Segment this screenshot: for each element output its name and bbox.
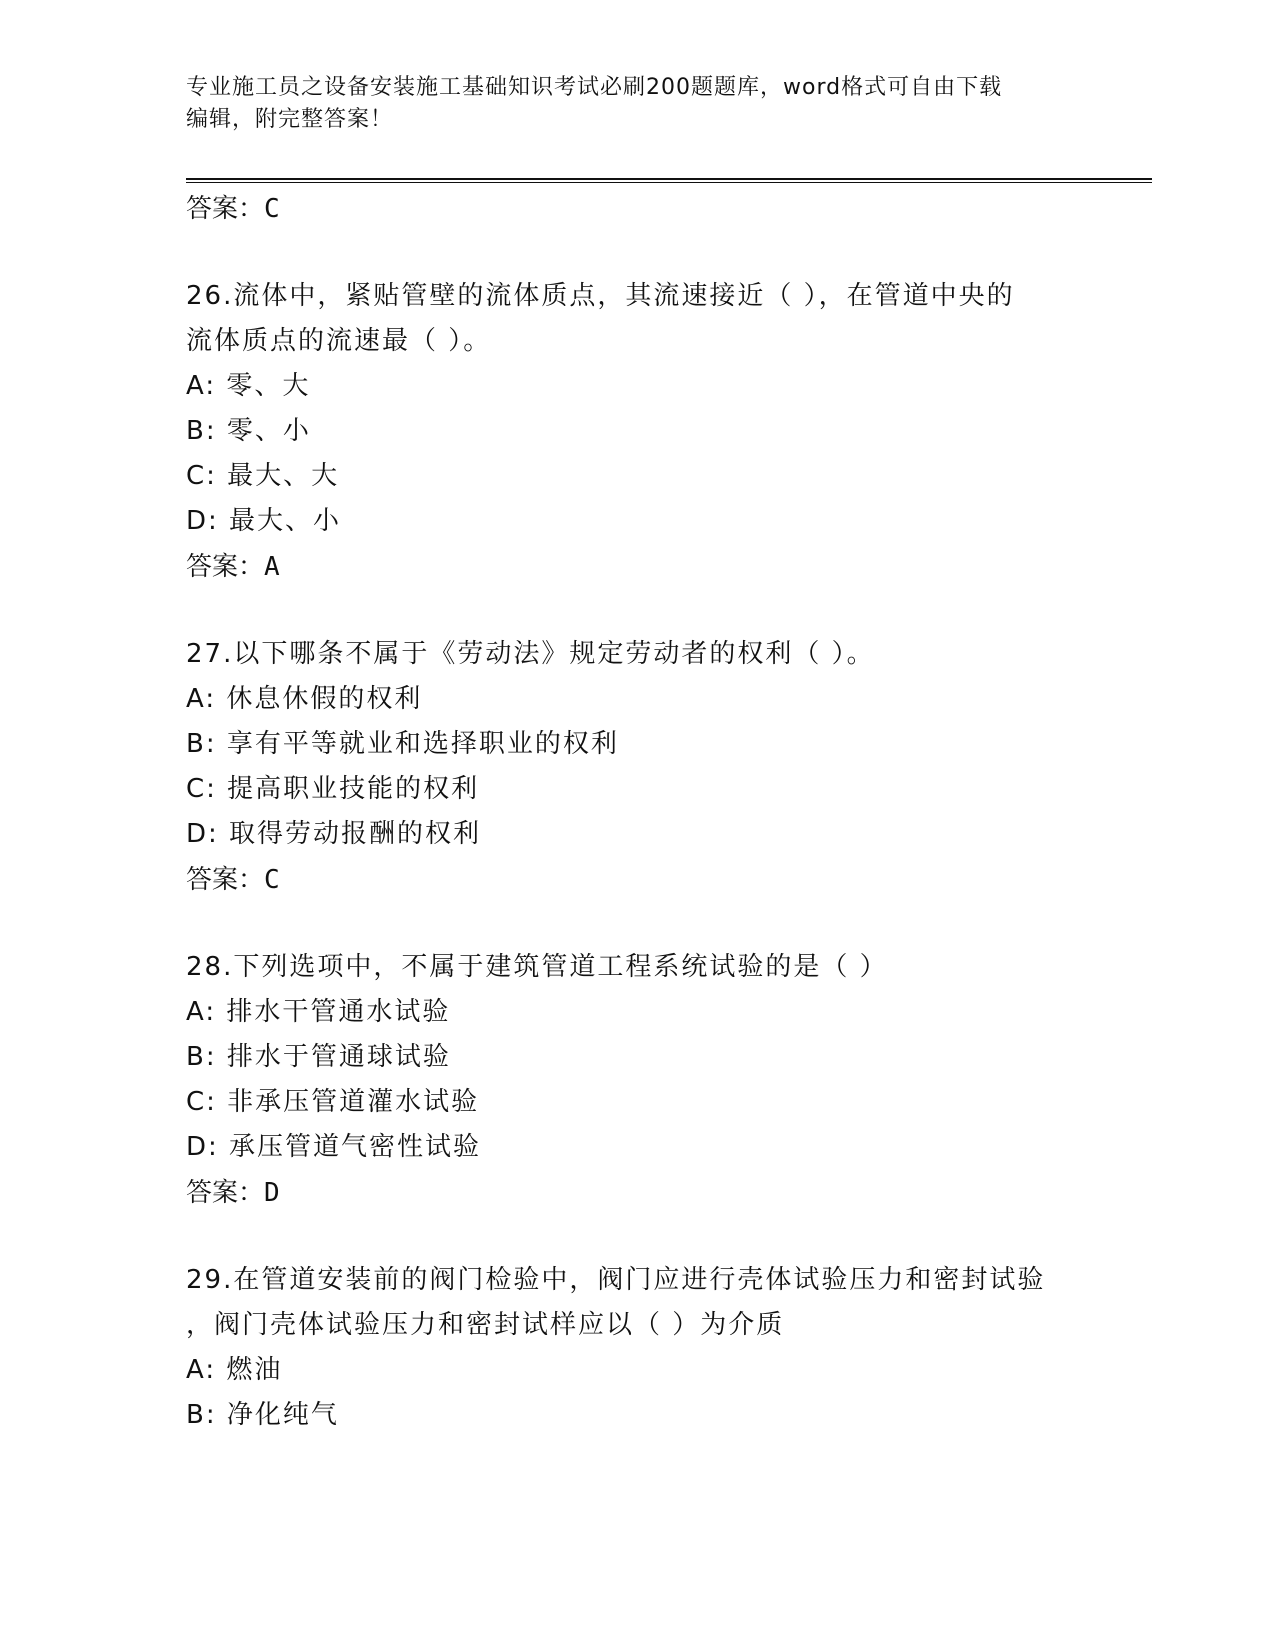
question-list — [186, 186, 1086, 1438]
option-d: D: 取得劳动报酬的权利 — [186, 819, 482, 849]
answer-value: A — [264, 552, 280, 582]
option-a: A: 燃油 — [186, 1355, 283, 1385]
answer-label: 答案： — [186, 865, 265, 895]
answer-line — [186, 1170, 1086, 1216]
option-d: D: 最大、小 — [186, 506, 342, 536]
answer-label: 答案： — [186, 552, 265, 582]
answer-label: 答案： — [186, 1178, 265, 1208]
question-28 — [186, 945, 1086, 1216]
header-line-2: 编辑，附完整答案！ — [186, 107, 394, 132]
question-27 — [186, 632, 1086, 903]
option-c: C: 最大、大 — [186, 461, 340, 491]
header-divider-thin — [186, 182, 1152, 183]
header-line-1: 专业施工员之设备安装施工基础知识考试必刷200题题库，word格式可自由下载 — [186, 75, 1003, 100]
option-b: B: 零、小 — [186, 416, 311, 446]
option-c: C: 提高职业技能的权利 — [186, 774, 480, 804]
option-d: D: 承压管道气密性试验 — [186, 1132, 482, 1162]
answer-value: C — [264, 865, 280, 895]
question-stem-line: 27.以下哪条不属于《劳动法》规定劳动者的权利（ ）。 — [186, 639, 875, 669]
answer-value: C — [264, 194, 280, 224]
document-header — [186, 72, 1086, 136]
answer-label: 答案： — [186, 194, 265, 224]
question-26 — [186, 274, 1086, 590]
question-stem-line: 26.流体中，紧贴管壁的流体质点，其流速接近（ ），在管道中央的 — [186, 281, 1015, 311]
question-stem-line: ，阀门壳体试验压力和密封试样应以（ ）为介质 — [186, 1310, 785, 1340]
option-b: B: 净化纯气 — [186, 1400, 339, 1430]
question-stem-line: 28.下列选项中，不属于建筑管道工程系统试验的是（ ） — [186, 952, 888, 982]
option-b: B: 排水于管通球试验 — [186, 1042, 451, 1072]
option-a: A: 零、大 — [186, 371, 311, 401]
answer-line — [186, 857, 1086, 903]
answer-value: D — [264, 1178, 280, 1208]
question-29 — [186, 1258, 1086, 1438]
option-a: A: 排水干管通水试验 — [186, 997, 451, 1027]
question-stem-line: 流体质点的流速最（ ）。 — [186, 326, 492, 356]
option-c: C: 非承压管道灌水试验 — [186, 1087, 480, 1117]
option-a: A: 休息休假的权利 — [186, 684, 423, 714]
header-divider — [186, 178, 1152, 180]
option-b: B: 享有平等就业和选择职业的权利 — [186, 729, 619, 759]
answer-line — [186, 186, 1086, 232]
question-stem-line: 29.在管道安装前的阀门检验中，阀门应进行壳体试验压力和密封试验 — [186, 1265, 1046, 1295]
answer-line — [186, 544, 1086, 590]
